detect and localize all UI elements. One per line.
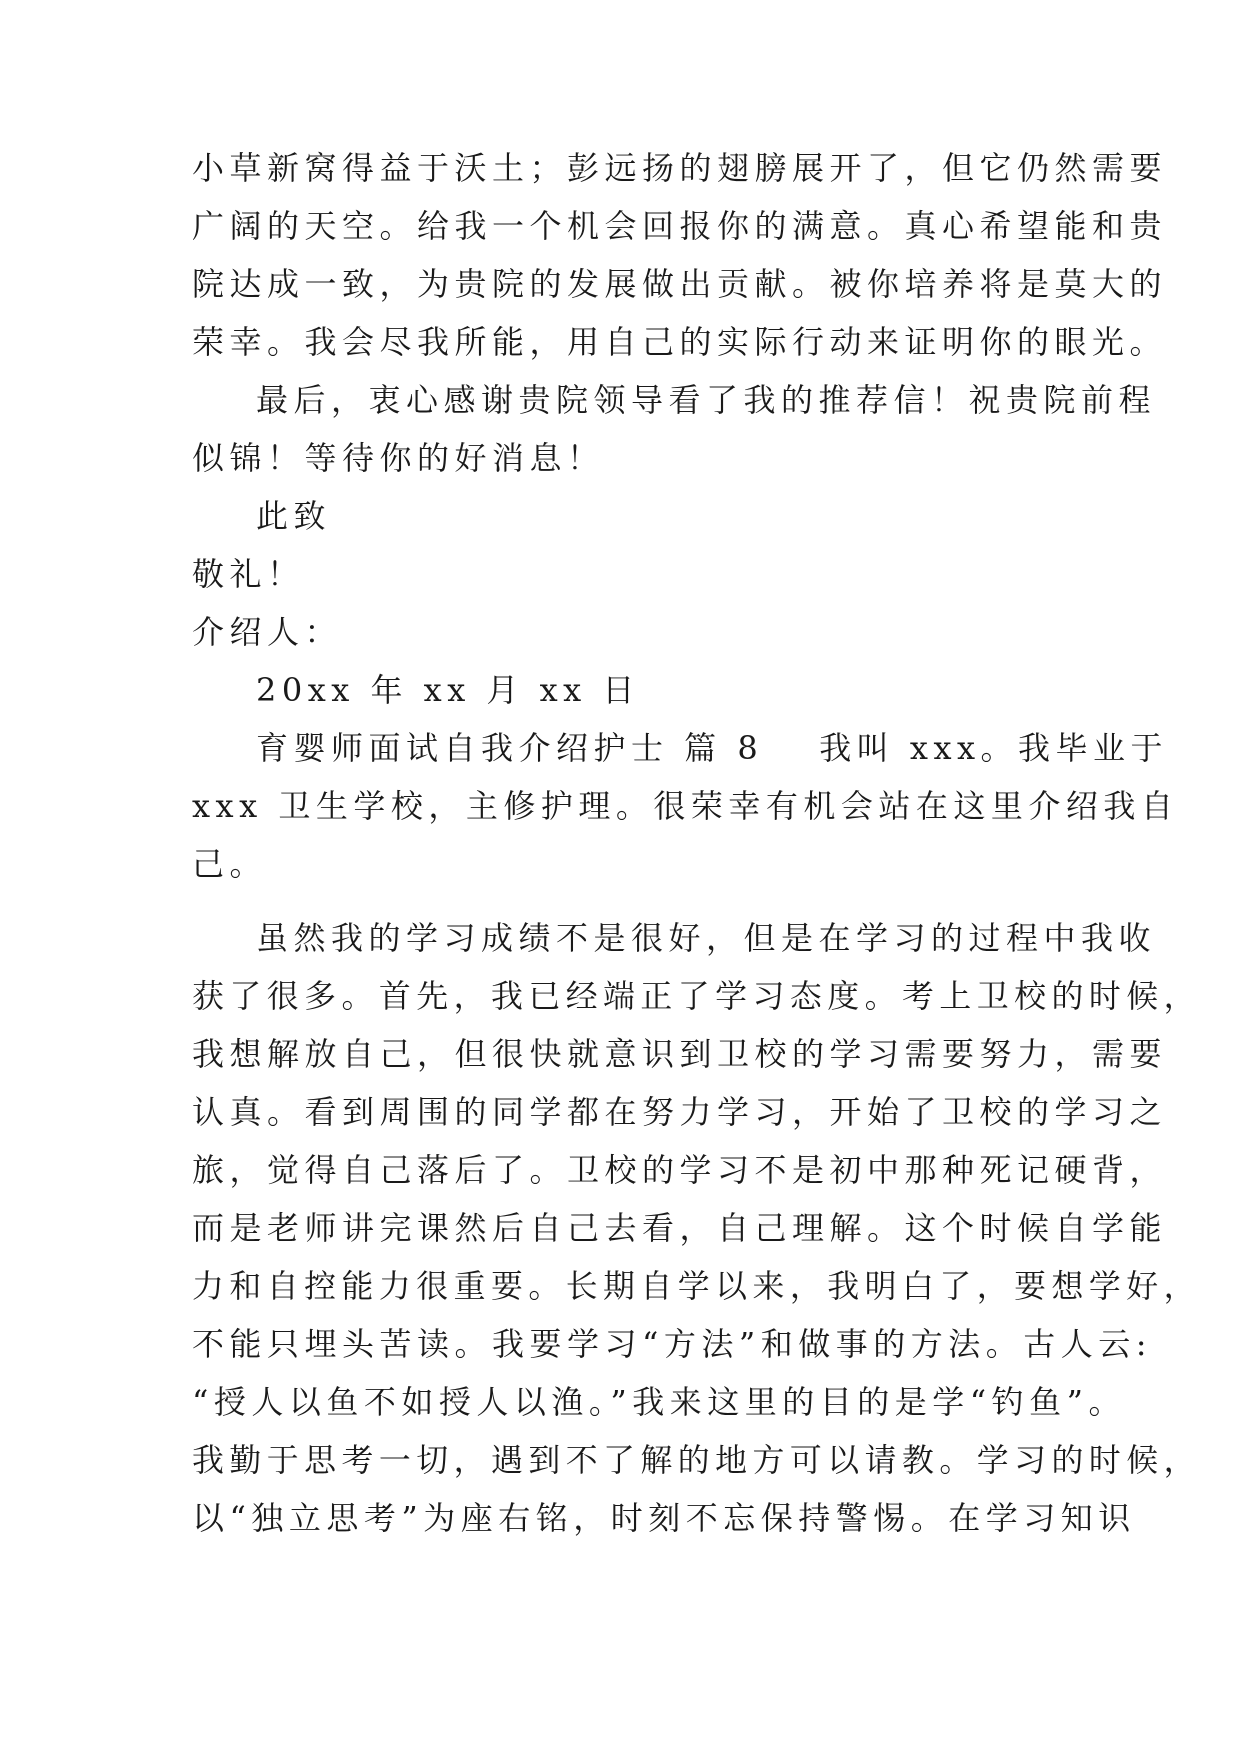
text-line: 院达成一致，为贵院的发展做出贡献。被你培养将是莫大的 bbox=[192, 265, 1168, 303]
text-line: 不能只埋头苦读。我要学习“方法”和做事的方法。古人云: bbox=[192, 1325, 1153, 1363]
text-line: “授人以鱼不如授人以渔。”我来这里的目的是学“钓鱼”。 bbox=[192, 1383, 1126, 1421]
text-line: 我叫 xxx。我毕业于 bbox=[819, 729, 1169, 767]
text-line: 小草新窝得益于沃土；彭远扬的翅膀展开了，但它仍然需要 bbox=[192, 149, 1168, 187]
text-line: 似锦！等待你的好消息！ bbox=[192, 439, 605, 477]
text-line: 虽然我的学习成绩不是很好，但是在学习的过程中我收 bbox=[256, 919, 1157, 957]
text-line: 旅，觉得自己落后了。卫校的学习不是初中那种死记硬背， bbox=[192, 1151, 1168, 1189]
section-line bbox=[256, 728, 1168, 768]
date-line: 20xx 年 xx 月 xx 日 bbox=[256, 671, 640, 709]
text-line: 荣幸。我会尽我所能，用自己的实际行动来证明你的眼光。 bbox=[192, 323, 1168, 361]
text-line: 获了很多。首先，我已经端正了学习态度。考上卫校的时候， bbox=[192, 977, 1201, 1015]
text-line: 己。 bbox=[192, 845, 268, 883]
text-line: 我勤于思考一切，遇到不了解的地方可以请教。学习的时候， bbox=[192, 1441, 1201, 1479]
text-line: 认真。看到周围的同学都在努力学习，开始了卫校的学习之 bbox=[192, 1093, 1168, 1131]
closing-regards: 敬礼！ bbox=[192, 555, 305, 593]
referee-label: 介绍人： bbox=[192, 613, 343, 651]
text-line: xxx 卫生学校，主修护理。很荣幸有机会站在这里介绍我自 bbox=[192, 787, 1179, 825]
text-line: 力和自控能力很重要。长期自学以来，我明白了，要想学好， bbox=[192, 1267, 1201, 1305]
text-line: 最后，衷心感谢贵院领导看了我的推荐信！祝贵院前程 bbox=[256, 381, 1157, 419]
closing-salutation: 此致 bbox=[256, 497, 332, 535]
text-line: 而是老师讲完课然后自己去看，自己理解。这个时候自学能 bbox=[192, 1209, 1168, 1247]
text-line: 以“独立思考”为座右铭，时刻不忘保持警惕。在学习知识 bbox=[192, 1499, 1136, 1537]
section-heading: 育婴师面试自我介绍护士 篇 8 bbox=[256, 729, 764, 767]
text-line: 广阔的天空。给我一个机会回报你的满意。真心希望能和贵 bbox=[192, 207, 1168, 245]
text-line: 我想解放自己，但很快就意识到卫校的学习需要努力，需要 bbox=[192, 1035, 1168, 1073]
